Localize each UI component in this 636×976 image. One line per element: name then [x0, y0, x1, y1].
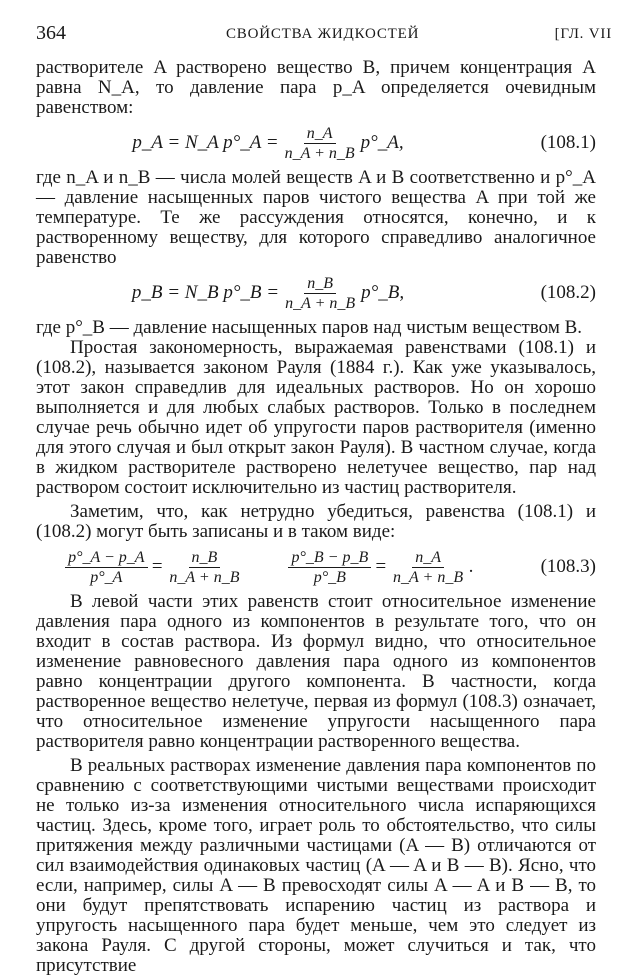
- page-body: [36, 58, 596, 976]
- formula: [36, 118, 500, 168]
- equation-number: (108.2): [540, 282, 596, 303]
- fraction-numerator: n_A: [304, 124, 336, 144]
- paragraph: Заметим, что, как нетрудно убедиться, равенства (108.1) и (108.2) могут быть записаны и в таком виде:: [36, 501, 596, 542]
- fraction-denominator: p°_B: [313, 568, 346, 586]
- period: .: [469, 556, 474, 577]
- page-header: [36, 22, 612, 48]
- equals-sign: =: [150, 556, 164, 577]
- eq-rhs: p°_A,: [360, 132, 404, 153]
- fraction-numerator: n_A: [412, 548, 444, 568]
- paragraph: растворителе A растворено вещество B, причем концентрация A равна N_A, то давление пара p_A определяется очевидным равенством:: [36, 57, 596, 118]
- fraction-numerator: n_B: [189, 548, 221, 568]
- formula: [36, 268, 500, 318]
- equation-number: (108.3): [540, 556, 596, 577]
- equation-108-3: [36, 542, 596, 592]
- fraction-denominator: n_A + n_B: [284, 144, 355, 162]
- fraction-numerator: p°_A − p_A: [65, 548, 147, 568]
- paragraph: В левой части этих равенств стоит относительное изменение давления пара одного из компонентов в результате того, что он входит в состав раствора. Из формул видно, что относительное изменение равновесного давления пара одного из компонентов равно концентрации другого компонента. В частности, когда растворенное вещество нелетуче, первая из формул (108.3) означает, что относительное изменение упругости насыщенного пара растворителя равно концентрации растворенного вещества.: [36, 591, 596, 752]
- fraction: [390, 548, 466, 587]
- paragraph: где n_A и n_B — числа молей веществ A и B соответственно и p°_A — давление насыщенных паров чистого вещества A при той же температуре. Те же рассуждения относятся, конечно, и к растворенному веществу, для которого справедливо аналогичное равенство: [36, 167, 596, 268]
- fraction-denominator: n_A + n_B: [393, 568, 464, 586]
- fraction: [288, 548, 371, 587]
- fraction-denominator: n_A + n_B: [169, 568, 240, 586]
- fraction: [282, 274, 358, 313]
- fraction: [166, 548, 242, 587]
- equation-108-1: [36, 118, 596, 168]
- equation-108-2: [36, 268, 596, 318]
- paragraph: где p°_B — давление насыщенных паров над чистым веществом B.: [36, 317, 583, 338]
- chapter-label: [ГЛ. VII: [554, 26, 612, 42]
- equation-number: (108.1): [540, 132, 596, 153]
- fraction-numerator: p°_B − p_B: [288, 548, 371, 568]
- running-title: СВОЙСТВА ЖИДКОСТЕЙ: [226, 26, 420, 42]
- equals-sign: =: [374, 556, 388, 577]
- eq-lhs: p_B = N_B p°_B =: [131, 282, 280, 303]
- page-number: 364: [36, 22, 66, 44]
- paragraph: В реальных растворах изменение давления пара компонентов по сравнению с соответствующими чистыми веществами происходит не только из-за изменения относительного числа испаряющихся частиц. Здесь, кроме того, играет роль то обстоятельство, что силы притяжения между различными частицами (A — B) отличаются от сил взаимодействия одинаковых частиц (A — A и B — B). Ясно, что если, например, силы A — B превосходят силы A — A и B — B, то они будут препятствовать испарению частиц из раствора и упругость насыщенного пара будет меньше, чем это следует из закона Рауля. С другой стороны, может случиться и так, что присутствие: [36, 755, 596, 976]
- fraction-denominator: n_A + n_B: [285, 294, 356, 312]
- formula: [36, 542, 500, 592]
- fraction: [282, 124, 358, 163]
- eq-rhs: p°_B,: [361, 282, 405, 303]
- paragraph: Простая закономерность, выражаемая равенствами (108.1) и (108.2), называется законом Рауля (1884 г.). Как уже указывалось, этот закон справедлив для идеальных растворов. Но он хорошо выполняется и для любых слабых растворов. Только в последнем случае речь обычно идет об упругости паров растворителя (именно для этого случая и был открыт закон Рауля). В частном случае, когда в жидком растворителе растворено нелетучее вещество, пар над раствором состоит исключительно из частиц растворителя.: [36, 337, 596, 498]
- fraction: [65, 548, 147, 587]
- fraction-numerator: n_B: [304, 274, 336, 294]
- fraction-denominator: p°_A: [90, 568, 123, 586]
- eq-lhs: p_A = N_A p°_A =: [132, 132, 279, 153]
